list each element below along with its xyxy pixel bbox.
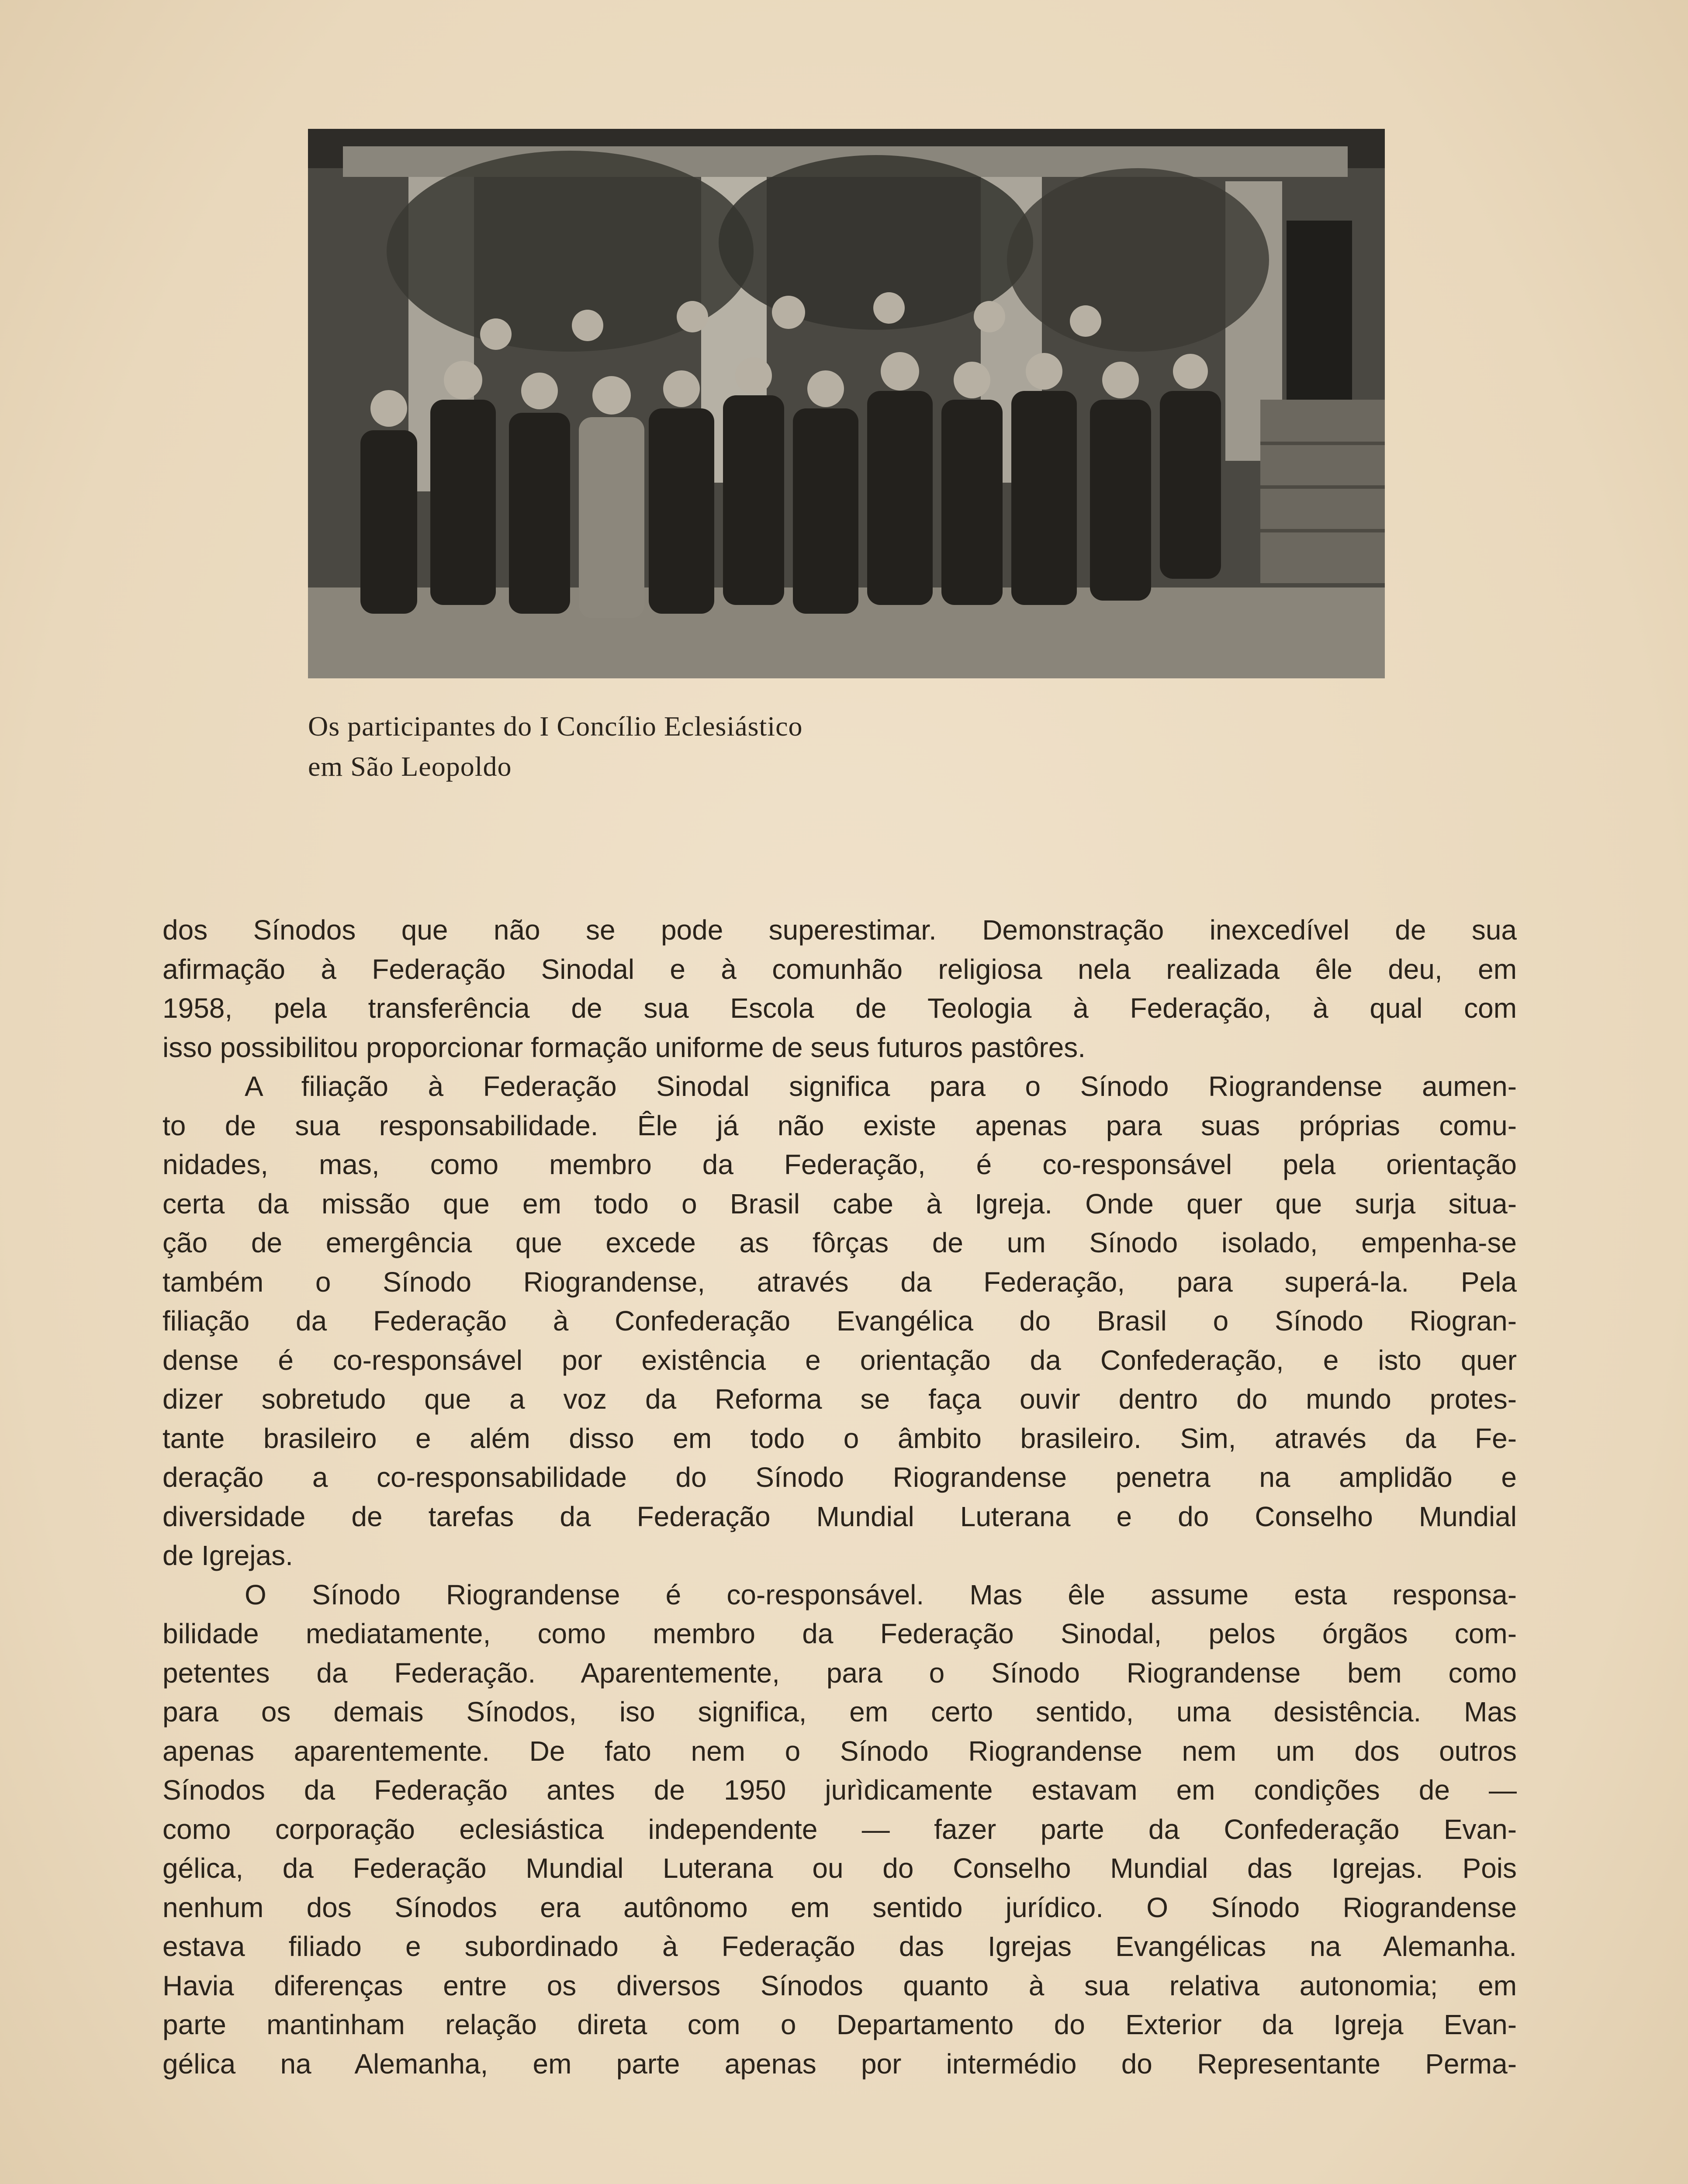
body-line: O Sínodo Riograndense é co-responsável. Mas êle assume esta responsa- xyxy=(245,1579,1517,1610)
body-line: isso possibilitou proporcionar formação uniforme de seus futuros pastôres. xyxy=(163,1031,1086,1063)
body-line: ção de emergência que excede as fôrças de um Sínodo isolado, empenha-se xyxy=(163,1227,1517,1258)
body-line: afirmação à Federação Sinodal e à comunhão religiosa nela realizada êle deu, em xyxy=(163,953,1517,985)
photo-caption xyxy=(308,706,1356,787)
body-line: to de sua responsabilidade. Êle já não existe apenas para suas próprias comu- xyxy=(163,1109,1517,1141)
body-line: diversidade de tarefas da Federação Mundial Luterana e do Conselho Mundial xyxy=(163,1500,1517,1532)
body-line: como corporação eclesiástica independente — fazer parte da Confederação Evan- xyxy=(163,1813,1517,1845)
body-line: gélica na Alemanha, em parte apenas por intermédio do Representante Perma- xyxy=(163,2048,1517,2080)
body-line: dos Sínodos que não se pode superestimar. Demonstração inexcedível de sua xyxy=(163,914,1517,946)
body-line: filiação da Federação à Confederação Evangélica do Brasil o Sínodo Riogran- xyxy=(163,1305,1517,1337)
body-line: deração a co-responsabilidade do Sínodo Riograndense penetra na amplidão e xyxy=(163,1462,1517,1493)
body-line: também o Sínodo Riograndense, através da Federação, para superá-la. Pela xyxy=(163,1266,1517,1298)
body-line: parte mantinham relação direta com o Departamento do Exterior da Igreja Evan- xyxy=(163,2009,1517,2040)
caption-line-2: em São Leopoldo xyxy=(308,751,512,782)
group-photo-icon xyxy=(308,129,1385,678)
body-line: 1958, pela transferência de sua Escola de Teologia à Federação, à qual com xyxy=(163,992,1517,1024)
body-line: certa da missão que em todo o Brasil cabe à Igreja. Onde quer que surja situa- xyxy=(163,1188,1517,1220)
body-line: estava filiado e subordinado à Federação das Igrejas Evangélicas na Alemanha. xyxy=(163,1931,1517,1962)
body-line: dizer sobretudo que a voz da Reforma se faça ouvir dentro do mundo protes- xyxy=(163,1383,1517,1415)
group-photo xyxy=(308,129,1385,678)
body-line: A filiação à Federação Sinodal significa para o Sínodo Riograndense aumen- xyxy=(245,1071,1517,1102)
body-line: petentes da Federação. Aparentemente, para o Sínodo Riograndense bem como xyxy=(163,1657,1517,1689)
body-line: Havia diferenças entre os diversos Sínodos quanto à sua relativa autonomia; em xyxy=(163,1970,1517,2001)
body-line: tante brasileiro e além disso em todo o âmbito brasileiro. Sim, através da Fe- xyxy=(163,1422,1517,1454)
caption-line-1: Os participantes do I Concílio Eclesiástico xyxy=(308,711,803,742)
body-line: para os demais Sínodos, iso significa, em certo sentido, uma desistência. Mas xyxy=(163,1696,1517,1728)
body-line: de Igrejas. xyxy=(163,1540,293,1571)
body-line: Sínodos da Federação antes de 1950 jurìdicamente estavam em condições de — xyxy=(163,1774,1517,1806)
body-line: gélica, da Federação Mundial Luterana ou do Conselho Mundial das Igrejas. Pois xyxy=(163,1852,1517,1884)
body-line: bilidade mediatamente, como membro da Federação Sinodal, pelos órgãos com- xyxy=(163,1618,1517,1649)
body-line: apenas aparentemente. De fato nem o Sínodo Riograndense nem um dos outros xyxy=(163,1735,1517,1767)
body-text xyxy=(163,911,1517,2084)
body-line: dense é co-responsável por existência e orientação da Confederação, e isto quer xyxy=(163,1344,1517,1376)
body-line: nidades, mas, como membro da Federação, é co-responsável pela orientação xyxy=(163,1149,1517,1180)
body-line: nenhum dos Sínodos era autônomo em sentido jurídico. O Sínodo Riograndense xyxy=(163,1891,1517,1923)
